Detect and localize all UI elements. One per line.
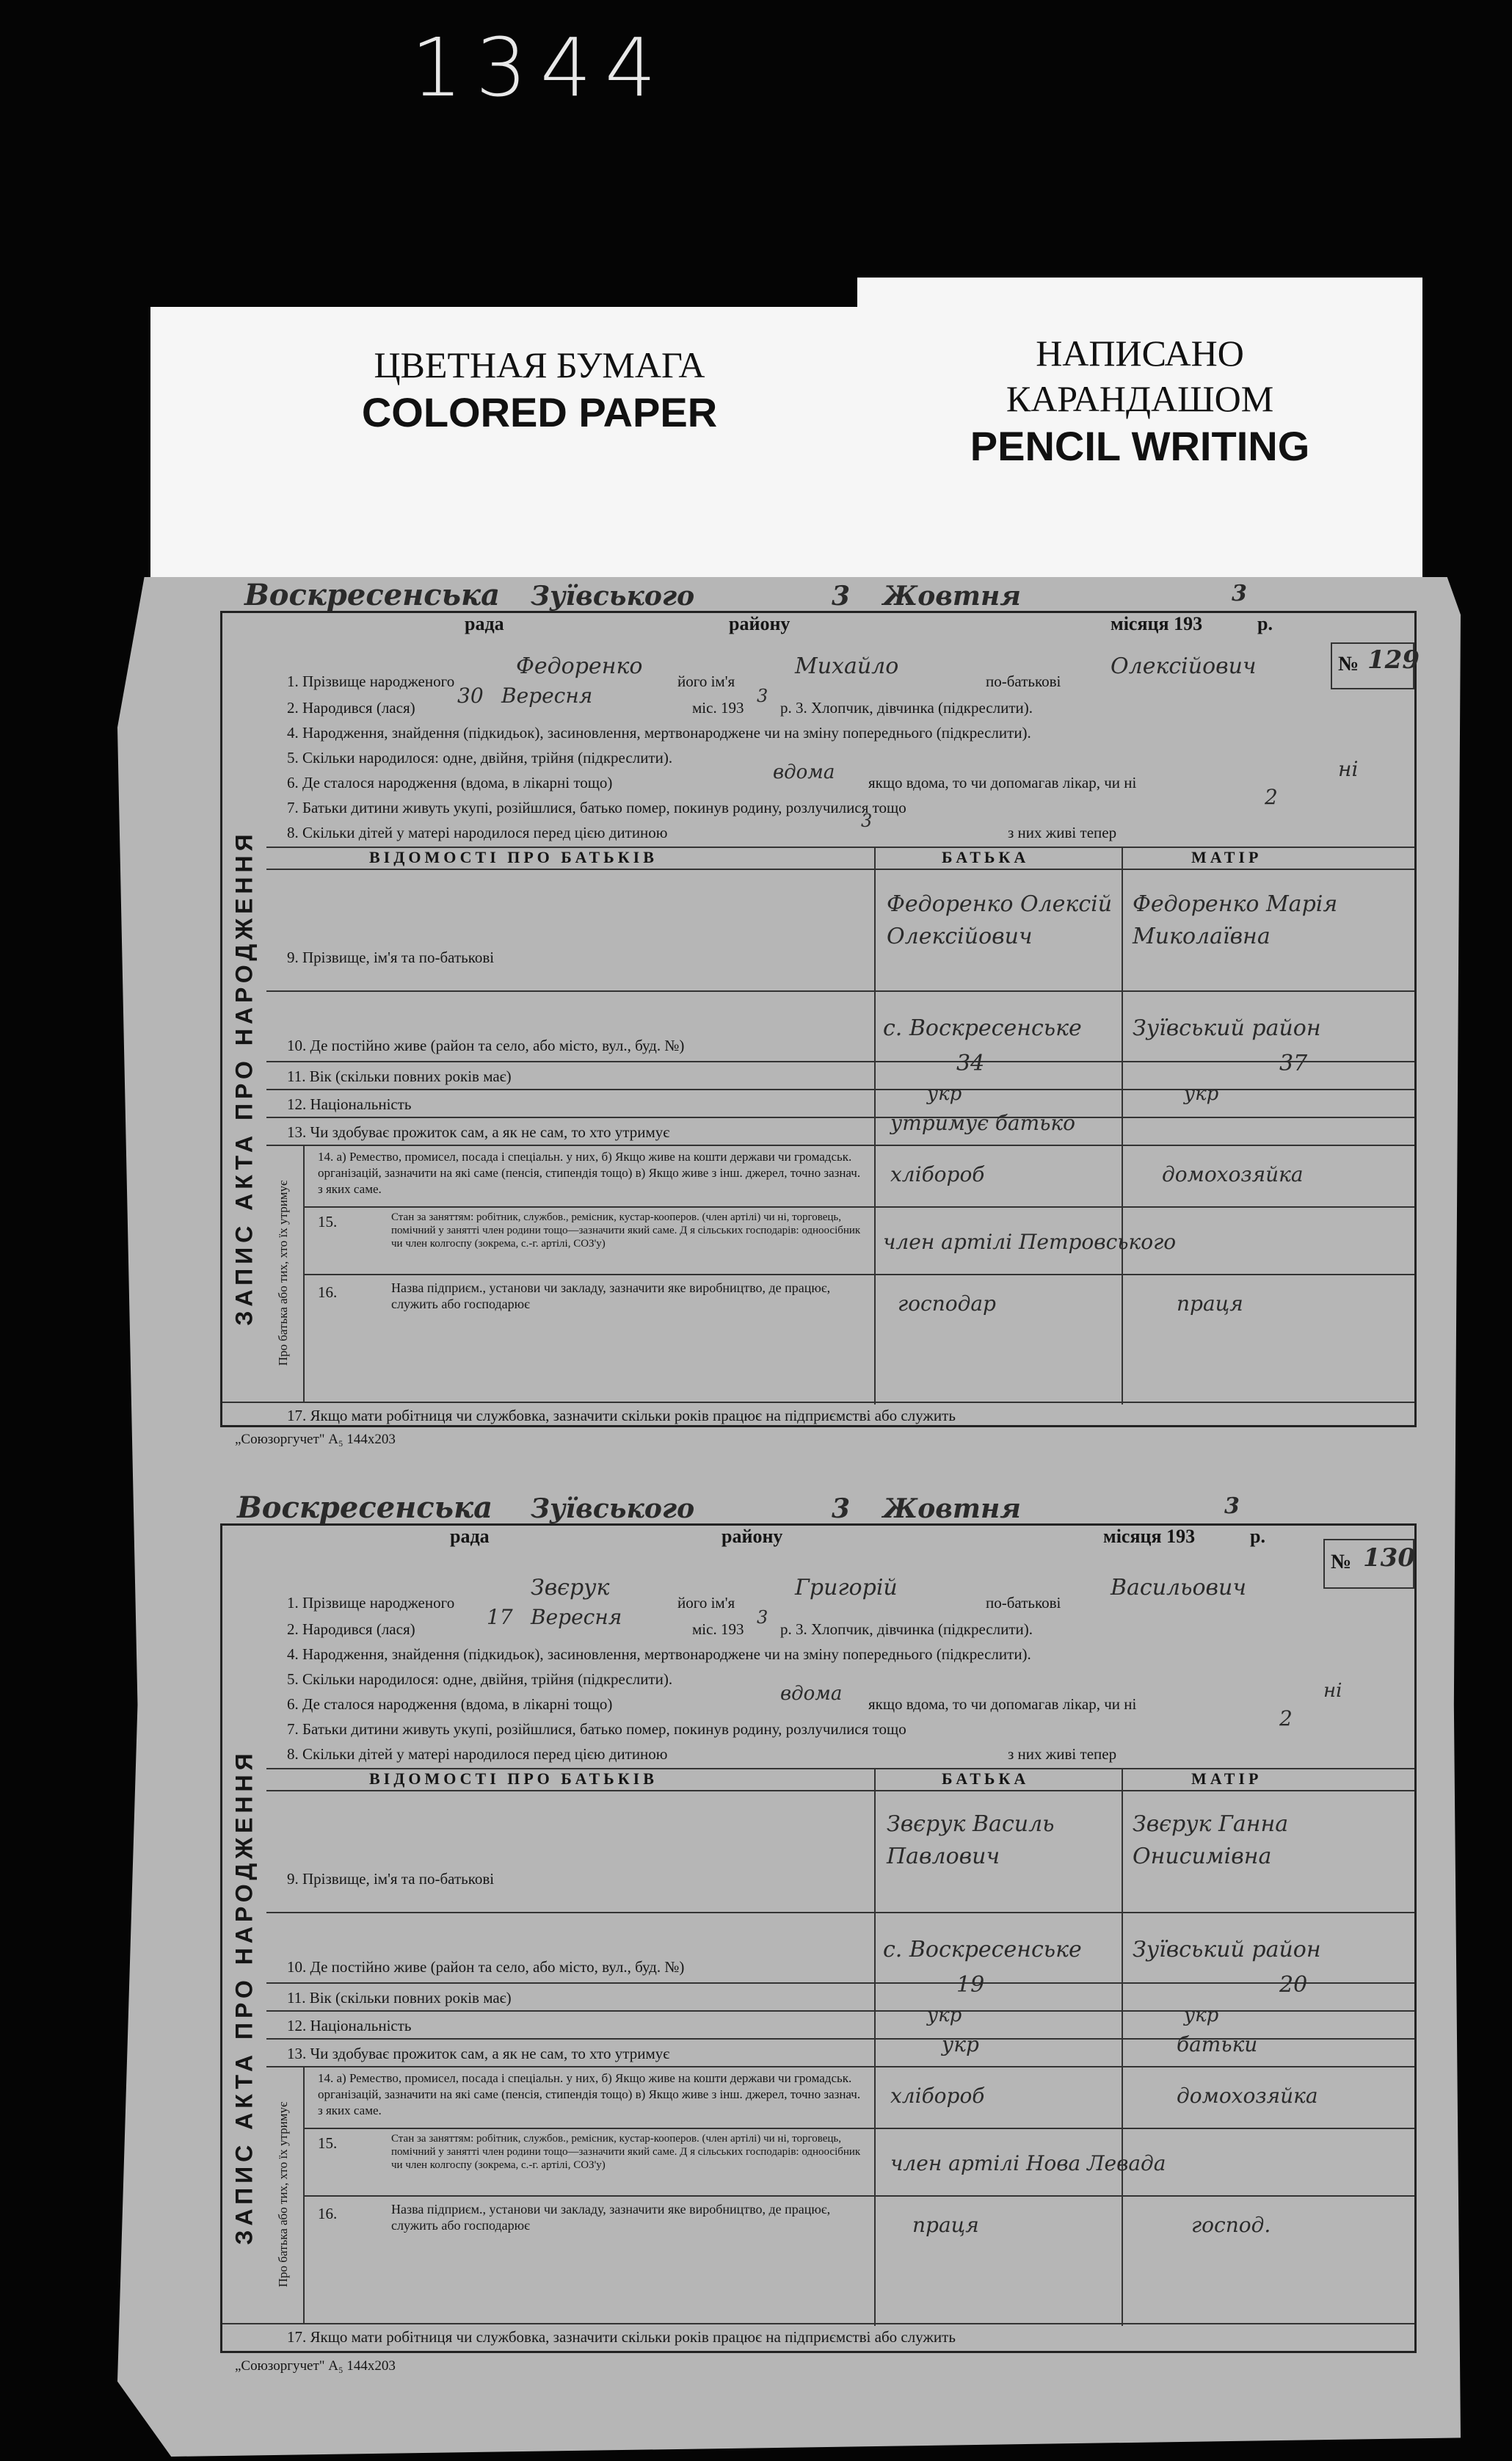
divider — [266, 1117, 1414, 1118]
side-label — [265, 2066, 302, 2323]
hand-name: Григорій — [795, 1575, 898, 1601]
hand-rayon: Зуївського — [531, 1493, 695, 1524]
row-13: 13. Чи здобуває прожиток сам, а як не сам, то хто утримує — [287, 1123, 670, 1141]
divider — [266, 1982, 1414, 1984]
father-support: утримує батько — [890, 1111, 1075, 1135]
row8-label-a: 8. Скільки дітей у матері народилося перед цією дитиною — [287, 824, 668, 841]
hand-day: 3 — [832, 581, 851, 612]
record-number: 129 — [1367, 645, 1420, 675]
row7-label: 7. Батьки дитини живуть укупі, розійшлися, батько помер, покинув родину, розлучилися тощо — [287, 799, 906, 816]
hand-rada: Воскресенська — [244, 578, 501, 612]
row-16-num: 16. — [318, 2205, 338, 2222]
hand-patronymic: Олексійович — [1111, 653, 1257, 679]
row-14: 14. а) Ремество, промисел, посада і спеціальн. у них, б) Якщо живе на кошти держави чи громадськ. організацій, зазначити на які саме (пенсія, стипендія тощо) в) Якщо живе з інш. джерел, точно зазнач. з яких саме. — [318, 2071, 861, 2117]
hand-children-alive: 2 — [1265, 785, 1278, 809]
col-info: ВІДОМОСТІ ПРО БАТЬКІВ — [369, 1769, 658, 1788]
row-17: 17. Якщо мати робітниця чи службовка, зазначити скільки років працює на підприємстві або служить — [287, 1407, 956, 1424]
father-residence: с. Воскресенське — [883, 1015, 1082, 1041]
num-label: № — [1331, 1551, 1352, 1573]
row-16: Назва підприєм., установи чи закладу, зазначити яке виробництво, де працює, служить або господарює — [391, 1280, 831, 1311]
row6-label-a: 6. Де сталося народження (вдома, в лікарні тощо) — [287, 774, 613, 791]
hand-day: 3 — [832, 1493, 851, 1524]
hand-children-before: 3 — [861, 811, 873, 831]
label-rada: рада — [450, 1526, 490, 1547]
row-7 — [266, 785, 1414, 817]
divider — [266, 1089, 1414, 1090]
row7-label: 7. Батьки дитини живуть укупі, розійшлися, батько помер, покинув родину, розлучилися тощо — [287, 1720, 906, 1738]
birth-record-form-1 — [220, 578, 1420, 1427]
row2-label-b: міс. 193 — [692, 1620, 744, 1638]
vertical-title — [222, 1643, 266, 2351]
mother-support: батьки — [1177, 2032, 1258, 2056]
row-15-num: 15. — [318, 1213, 338, 1230]
father-residence: с. Воскресенське — [883, 1937, 1082, 1962]
mother-nationality: укр — [1184, 1083, 1219, 1105]
colored-paper-label-en: COLORED PAPER — [361, 389, 718, 435]
row6-label-a: 6. Де сталося народження (вдома, в лікарні тощо) — [287, 1695, 613, 1713]
hand-doctor: ні — [1338, 757, 1359, 781]
row-11: 11. Вік (скільки повних років має) — [287, 1989, 512, 2007]
father-work: господар — [898, 1291, 996, 1316]
divider — [303, 2128, 1414, 2129]
colored-paper-label-ru: ЦВЕТНАЯ БУМАГА — [374, 344, 705, 385]
father-support: укр — [942, 2032, 979, 2056]
pencil-writing-card — [857, 278, 1422, 601]
divider — [222, 2323, 1414, 2324]
col-divider — [303, 2066, 305, 2323]
hand-surname: Звєрук — [531, 1575, 610, 1601]
divider — [266, 1145, 1414, 1146]
divider — [303, 2195, 1414, 2197]
row1-label-a: 1. Прізвище народженого — [287, 1594, 455, 1612]
divider — [266, 2066, 1414, 2067]
mother-residence: Зуївський район — [1133, 1015, 1321, 1041]
hand-month: Жовтня — [883, 1493, 1021, 1524]
father-name: Звєрук Василь Павлович — [887, 1811, 1055, 1869]
hand-where: вдома — [780, 1683, 843, 1705]
hand-rada: Воскресенська — [237, 1490, 493, 1525]
divider — [266, 1061, 1414, 1062]
record-number: 130 — [1363, 1543, 1415, 1573]
hand-patronymic: Васильович — [1111, 1575, 1246, 1601]
mother-nationality: укр — [1184, 2004, 1219, 2026]
col-mother: МАТІР — [1191, 1769, 1262, 1788]
col-info: ВІДОМОСТІ ПРО БАТЬКІВ — [369, 848, 658, 866]
row1-label-c: по-батькові — [986, 1594, 1061, 1612]
col-divider — [303, 1145, 305, 1402]
form-footer-1: „Союзоргучет" А₅ 144х203 — [235, 1432, 396, 1447]
father-nationality: укр — [927, 2004, 962, 2026]
hand-birth-year: 3 — [757, 686, 768, 706]
pencil-label-ru-1: НАПИСАНО — [1036, 333, 1244, 374]
row-15-num: 15. — [318, 2134, 338, 2152]
row-2 — [266, 1605, 1414, 1639]
label-r: р. — [1250, 1526, 1265, 1547]
row-16-num: 16. — [318, 1283, 338, 1301]
father-trade: хлібороб — [890, 1162, 985, 1186]
hand-birth-month: Вересня — [531, 1605, 622, 1629]
row-4: 4. Народження, знайдення (підкидьок), засиновлення, мертвонароджене чи на зміну попереднього (підкреслити). — [287, 1645, 1031, 1663]
side-label-text: Про батька або тих, хто їх утримує — [276, 2101, 290, 2288]
row2-label-b: міс. 193 — [692, 699, 744, 717]
record-number-box — [1323, 1539, 1414, 1589]
label-rayon: району — [729, 613, 790, 634]
row1-label-b: його ім'я — [677, 673, 735, 690]
label-month: місяця 193 — [1103, 1526, 1196, 1547]
father-status: член артілі Петровського — [883, 1230, 1177, 1254]
row8-label-b: з них живі тепер — [1008, 1745, 1117, 1763]
colored-paper-card — [150, 307, 928, 597]
divider — [266, 1912, 1414, 1913]
row-5: 5. Скільки народилося: одне, двійня, трійня (підкреслити). — [287, 749, 673, 766]
pencil-label-ru-2: КАРАНДАШОМ — [1006, 378, 1274, 419]
father-name: Федоренко Олексій Олексійович — [887, 891, 1113, 949]
row-9: 9. Прізвище, ім'я та по-батькові — [287, 949, 495, 966]
pencil-label-en: PENCIL WRITING — [970, 423, 1310, 469]
row2-label-c: р. 3. Хлопчик, дівчинка (підкреслити). — [780, 699, 1033, 717]
row6-label-b: якщо вдома, то чи допомагав лікар, чи ні — [868, 1695, 1137, 1713]
row-14: 14. а) Ремество, промисел, посада і спеціальн. у них, б) Якщо живе на кошти держави чи громадськ. організацій, зазначити на які саме (пенсія, стипендія тощо) в) Якщо живе з інш. джерел, точно зазнач. з яких саме. — [318, 1150, 861, 1196]
row6-label-b: якщо вдома, то чи допомагав лікар, чи ні — [868, 774, 1137, 791]
hand-month: Жовтня — [883, 581, 1021, 612]
hand-children-alive: 2 — [1279, 1706, 1293, 1730]
row2-label-a: 2. Народився (лася) — [287, 1620, 415, 1638]
row-12: 12. Національність — [287, 1095, 412, 1113]
mother-trade: домохозяйка — [1162, 1162, 1304, 1186]
divider — [303, 1274, 1414, 1275]
vertical-title — [222, 731, 266, 1425]
hand-birth-day: 17 — [487, 1605, 513, 1629]
hand-rayon: Зуївського — [531, 581, 695, 612]
divider — [303, 1206, 1414, 1208]
row2-label-a: 2. Народився (лася) — [287, 699, 415, 717]
col-mother: МАТІР — [1191, 848, 1262, 866]
row-6 — [266, 1680, 1414, 1714]
label-month: місяця 193 — [1111, 613, 1203, 634]
row-10: 10. Де постійно живе (район та село, або місто, вул., буд. №) — [287, 1958, 685, 1976]
father-trade: хлібороб — [890, 2084, 985, 2108]
mother-work: праця — [1177, 1291, 1243, 1316]
row-8 — [266, 811, 1414, 842]
num-label: № — [1338, 653, 1359, 675]
side-label — [265, 1145, 302, 1402]
row-17: 17. Якщо мати робітниця чи службовка, зазначити скільки років працює на підприємстві або служить — [287, 2328, 956, 2346]
row-13: 13. Чи здобуває прожиток сам, а як не сам, то хто утримує — [287, 2045, 670, 2062]
row-2 — [266, 684, 1414, 717]
vertical-title-text: ЗАПИС АКТА ПРО НАРОДЖЕННЯ — [230, 1749, 258, 2245]
divider — [266, 1790, 1414, 1791]
row-15: Стан за заняттям: робітник, службов., ремісник, кустар-кооперов. (член артілі) чи ні, торговець, помічний у занятті член родини тощо—зазначити який саме. Д я сільських господарів: одноосібник чи член колгоспу (зокрема, с.-г. артілі, СОЗ'у) — [391, 1211, 861, 1250]
row-7 — [266, 1706, 1414, 1739]
row8-label-a: 8. Скільки дітей у матері народилося перед цією дитиною — [287, 1745, 668, 1763]
side-label-text: Про батька або тих, хто їх утримує — [276, 1180, 290, 1366]
hand-year: 3 — [1232, 581, 1247, 606]
hand-birth-year: 3 — [757, 1607, 768, 1628]
row-1 — [266, 1575, 1414, 1612]
hand-doctor: ні — [1323, 1680, 1342, 1702]
father-work: праця — [912, 2213, 979, 2237]
father-age: 19 — [956, 1972, 985, 1998]
row-16: Назва підприєм., установи чи закладу, зазначити яке виробництво, де працює, служить або господарює — [391, 2202, 831, 2233]
divider — [266, 869, 1414, 870]
row1-label-c: по-батькові — [986, 673, 1061, 690]
father-status: член артілі Нова Левада — [890, 2151, 1166, 2175]
row-10: 10. Де постійно живе (район та село, або місто, вул., буд. №) — [287, 1037, 685, 1054]
hand-birth-day: 30 — [457, 684, 484, 708]
hand-birth-month: Вересня — [501, 684, 593, 708]
divider — [266, 990, 1414, 992]
page-number: 1344 — [411, 21, 669, 115]
row1-label-b: його ім'я — [677, 1594, 735, 1612]
row-5: 5. Скільки народилося: одне, двійня, трійня (підкреслити). — [287, 1670, 673, 1688]
row-9: 9. Прізвище, ім'я та по-батькові — [287, 1870, 495, 1888]
mother-residence: Зуївський район — [1133, 1937, 1321, 1962]
divider — [266, 2010, 1414, 2012]
mother-age: 20 — [1279, 1972, 1308, 1998]
hand-name: Михайло — [795, 653, 899, 679]
row-4: 4. Народження, знайдення (підкидьок), засиновлення, мертвонароджене чи на зміну попереднього (підкреслити). — [287, 724, 1031, 742]
label-rada: рада — [465, 613, 504, 634]
row-12: 12. Національність — [287, 2017, 412, 2034]
birth-record-form-2 — [220, 1490, 1417, 2353]
row8-label-b: з них живі тепер — [1008, 824, 1117, 841]
row-8 — [266, 1744, 1414, 1764]
hand-year: 3 — [1224, 1493, 1240, 1519]
mother-name: Звєрук Ганна Онисимівна — [1133, 1811, 1289, 1869]
mother-age: 37 — [1279, 1051, 1308, 1076]
father-age: 34 — [956, 1051, 985, 1076]
father-nationality: укр — [927, 1083, 962, 1105]
vertical-title-text: ЗАПИС АКТА ПРО НАРОДЖЕННЯ — [230, 830, 258, 1326]
row2-label-c: р. 3. Хлопчик, дівчинка (підкреслити). — [780, 1620, 1033, 1638]
col-father: БАТЬКА — [942, 1769, 1030, 1788]
form-footer-2: „Союзоргучет" А₅ 144х203 — [235, 2358, 396, 2374]
divider — [222, 1402, 1414, 1403]
mother-work: господ. — [1191, 2213, 1271, 2237]
hand-surname: Федоренко — [516, 653, 643, 679]
label-rayon: району — [722, 1526, 783, 1547]
col-father: БАТЬКА — [942, 848, 1030, 866]
mother-trade: домохозяйка — [1177, 2084, 1318, 2108]
mother-name: Федоренко Марія Миколаївна — [1133, 891, 1338, 949]
row-11: 11. Вік (скільки повних років має) — [287, 1068, 512, 1085]
row1-label-a: 1. Прізвище народженого — [287, 673, 455, 690]
hand-where: вдома — [773, 761, 835, 783]
label-r: р. — [1257, 613, 1273, 634]
row-15: Стан за заняттям: робітник, службов., ремісник, кустар-кооперов. (член артілі) чи ні, торговець, помічний у занятті член родини тощо—зазначити який саме. Д я сільських господарів: одноосібник чи член колгоспу (зокрема, с.-г. артілі, СОЗ'у) — [391, 2133, 861, 2171]
